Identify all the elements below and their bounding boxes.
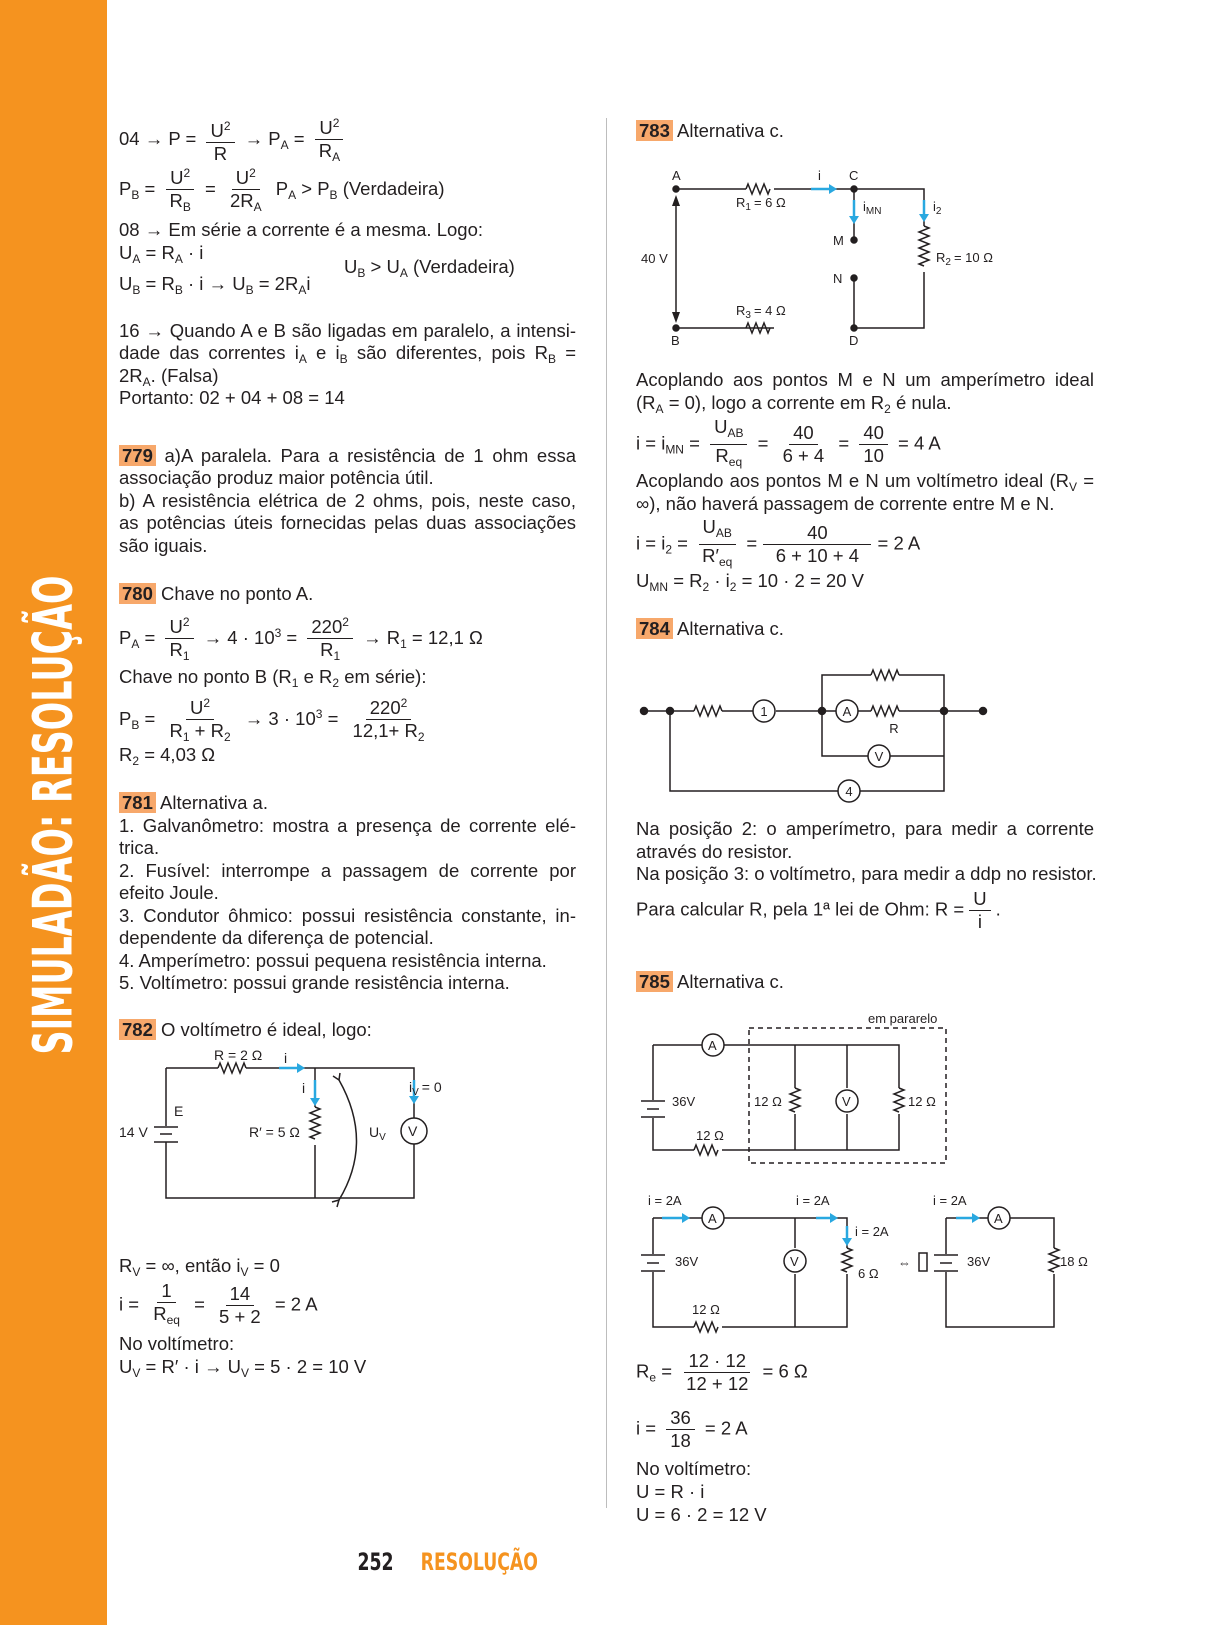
c785b-battery2	[934, 1255, 958, 1271]
c782-label-i-top: i	[284, 1050, 288, 1066]
c783-label-c: C	[849, 168, 859, 183]
circuit-782	[119, 1047, 479, 1260]
q780-number: 780	[119, 583, 156, 604]
q783-p1b: $(R_A = 0)$, logo a corrente em $R_2$ é nula.	[636, 392, 952, 416]
c785a-label-paralelo: em pararelo	[868, 1011, 938, 1026]
circuit-784	[636, 665, 996, 805]
c783-label-r1: $R_1 = 6$ Ω	[736, 195, 786, 213]
c783-label-i2: $i_2$	[933, 199, 942, 217]
q782-eq-i: i = $\frac{1}{R_{eq}}$ = $\frac{14}{5 + 2}$ = 2 A	[119, 1280, 318, 1327]
text-08: 08 → Em série a corrente é a mesma. Logo:	[119, 219, 484, 240]
q784-number: 784	[636, 618, 673, 639]
text-16-c: $2R_A$. (Falsa)	[119, 365, 219, 389]
q783-title: 783 Alternativa c.	[636, 119, 784, 142]
c784-label-4: 4	[845, 784, 853, 799]
q785-u2: U = 6 · 2 = 12 V	[636, 1504, 767, 1525]
text-16-a: 16 → Quando A e B são ligadas em paralelo, a intensi-	[119, 320, 576, 341]
c785a-resistor-left	[790, 1088, 800, 1112]
c782-label-i-mid: i	[302, 1080, 306, 1096]
c784-label-r: R	[889, 721, 899, 736]
c785a-label-36v: 36V	[672, 1094, 696, 1109]
c785a-label-a: A	[708, 1038, 717, 1053]
q783-number: 783	[636, 120, 673, 141]
q785-re: $R_e$ = $\frac{12 \cdot 12}{12 + 12}$ = 6 Ω	[636, 1350, 808, 1394]
q782-novolt: No voltímetro:	[119, 1333, 235, 1354]
c783-label-r3: $R_3 = 4$ Ω	[736, 303, 786, 321]
q785-u1: U = R · i	[636, 1481, 705, 1502]
circuit-785a	[636, 1010, 966, 1170]
q781-number: 781	[119, 792, 156, 813]
c782-battery	[154, 1127, 178, 1142]
c785b-wires2	[946, 1218, 1054, 1327]
c785b-label-i4: i = 2A	[933, 1193, 967, 1208]
c783-label-n: N	[833, 271, 843, 286]
c785a-resistor-right	[894, 1088, 904, 1112]
footer-label: RESOLUÇÃO	[420, 1548, 538, 1576]
c784-label-v: V	[874, 749, 884, 764]
q785-novolt: No voltímetro:	[636, 1458, 752, 1479]
q783-eq1: $i = i_{MN}$ = $\frac{U_{AB}}{R_{eq}}$ = $\frac{40}{6 + 4}$ = $\frac{40}{10}$ = 4 A	[636, 416, 941, 469]
q780-eq1: $P_A$ = $\frac{U^2}{R_1}$ → $4 \cdot 10^3$ = $\frac{220^2}{R_1}$ → $R_1 = 12,1$ Ω	[119, 611, 483, 667]
c785b-resistor-6	[842, 1248, 852, 1272]
q781-4: 4. Amperímetro: possui pequena resistência interna.	[119, 950, 547, 971]
c783-label-40v: 40 V	[641, 251, 668, 266]
c782-label-iv: $i_V = 0$	[409, 1079, 442, 1098]
c783-label-r2: $R_2 = 10$ Ω	[936, 250, 993, 268]
c782-label-r: R = 2 Ω	[214, 1047, 263, 1063]
c785a-label-v: V	[842, 1094, 851, 1109]
c785b-label-18: 18 Ω	[1060, 1254, 1088, 1269]
c785b-resistor-18	[1049, 1248, 1059, 1272]
q784-p3: Para calcular R, pela 1ª lei de Ohm: R = $\frac{U}{i}$ .	[636, 888, 1001, 932]
q780-title: 780 Chave no ponto A.	[119, 582, 313, 605]
c785b-label-i3: i = 2A	[855, 1224, 889, 1239]
page-number: 252	[357, 1548, 394, 1576]
c784-label-a: A	[842, 704, 852, 719]
c785a-label-12c: 12 Ω	[696, 1128, 724, 1143]
c784-resistor-top	[871, 670, 899, 680]
eq-08-compare: $U_B > U_A$ (Verdadeira)	[344, 256, 515, 280]
c783-resistor-r2	[919, 226, 929, 266]
c784-label-1: 1	[760, 704, 768, 719]
q785-number: 785	[636, 971, 673, 992]
circuit-783	[636, 168, 996, 348]
q781-2b: efeito Joule.	[119, 882, 219, 903]
q779-line5: são iguais.	[119, 535, 208, 556]
c785b-resistor-12	[694, 1322, 718, 1332]
q779-line1: 779 a)A paralela. Para a resistência de 1 ohm essa	[119, 444, 576, 467]
c782-label-rp: R′ = 5 Ω	[249, 1124, 300, 1140]
c783-label-imn: $i_{MN}$	[863, 199, 882, 217]
q783-p1a: Acoplando aos pontos M e N um amperímetro ideal	[636, 369, 1094, 390]
q779-line4: as potências úteis fornecidas pelas duas associações	[119, 512, 576, 533]
c785b-equiv-box	[919, 1253, 927, 1271]
c784-resistor-1	[694, 706, 722, 716]
eq-04-line1: 04 → P = $\frac{U^2}{R}$ → $P_A$ = $\frac{U^2}{R_A}$	[119, 112, 349, 168]
eq-08-ub: $U_B = R_B \cdot i \to U_B = 2R_Ai$	[119, 273, 311, 297]
c785a-resistor-bottom	[694, 1145, 718, 1155]
sidebar	[0, 0, 107, 1625]
q781-1a: 1. Galvanômetro: mostra a presença de corrente elé-	[119, 815, 576, 836]
q782-title: 782 O voltímetro é ideal, logo:	[119, 1018, 372, 1041]
q780-eq2: $P_B$ = $\frac{U^2}{R_1 + R_2}$ → $3 \cdot 10^3$ = $\frac{220^2}{12,1+ R_2}$	[119, 692, 434, 748]
circuit-785b	[636, 1190, 1096, 1340]
c783-label-i: i	[818, 168, 821, 183]
q785-title: 785 Alternativa c.	[636, 970, 784, 993]
q784-title: 784 Alternativa c.	[636, 617, 784, 640]
c785b-label-36v-1: 36V	[675, 1254, 699, 1269]
c782-label-v: V	[408, 1123, 418, 1139]
text-16-d: Portanto: 02 + 04 + 08 = 14	[119, 387, 345, 408]
text-16-b: dade das correntes $i_A$ e $i_B$ são diferentes, pois $R_B$ =	[119, 342, 576, 366]
q782-uv: $U_V = R' \cdot i \to U_V = 5 \cdot 2 = 10$ V	[119, 1356, 367, 1380]
c785a-label-12b: 12 Ω	[908, 1094, 936, 1109]
c785b-label-a2: A	[994, 1211, 1003, 1226]
q782-number: 782	[119, 1019, 156, 1040]
c782-label-e: E	[174, 1103, 184, 1119]
q783-p2b: ∞), não haverá passagem de corrente entre M e N.	[636, 493, 1055, 514]
q781-2a: 2. Fusível: interrompe a passagem de corrente por	[119, 860, 576, 881]
q782-rv: $R_V$ = ∞, então $i_V = 0$	[119, 1255, 280, 1279]
c785b-wires	[653, 1218, 847, 1327]
c785b-battery1	[641, 1255, 665, 1271]
c782-label-uv: $U_V$	[369, 1124, 386, 1143]
c783-label-b: B	[671, 333, 680, 348]
q779-line3: b) A resistência elétrica de 2 ohms, pois, neste caso,	[119, 490, 576, 511]
c785b-label-36v-2: 36V	[967, 1254, 991, 1269]
c782-resistor-r	[218, 1063, 246, 1073]
c782-resistor-rp	[310, 1107, 320, 1139]
page-footer	[353, 1548, 552, 1576]
c785b-label-12: 12 Ω	[692, 1302, 720, 1317]
c785b-label-arrow: ⇔	[898, 1255, 911, 1270]
q779-number: 779	[119, 445, 156, 466]
c782-uv-arc	[339, 1080, 357, 1200]
eq-04-line2: $P_B$ = $\frac{U^2}{R_B}$ = $\frac{U^2}{2R_A}$ $P_A > P_B$ (Verdadeira)	[119, 162, 445, 218]
q785-i: i = $\frac{36}{18}$ = 2 A	[636, 1407, 748, 1451]
c784-wires	[644, 675, 983, 791]
c784-resistor-r	[871, 706, 899, 716]
q784-p1b: através do resistor.	[636, 841, 793, 862]
c783-label-m: M	[833, 233, 844, 248]
q780-r2: $R_2 = 4,03$ Ω	[119, 744, 216, 768]
c783-wires	[676, 189, 924, 328]
q784-p1a: Na posição 2: o amperímetro, para medir a corrente	[636, 818, 1094, 839]
q781-3b: dependente da diferença de potencial.	[119, 927, 434, 948]
c785b-label-i1: i = 2A	[648, 1193, 682, 1208]
q781-1b: trica.	[119, 837, 160, 858]
c783-label-a: A	[672, 168, 681, 183]
c783-resistor-r1	[746, 184, 770, 194]
c783-resistor-r3	[746, 323, 770, 333]
c785b-label-a1: A	[708, 1211, 717, 1226]
q781-5: 5. Voltímetro: possui grande resistência interna.	[119, 972, 510, 993]
c782-label-14v: 14 V	[119, 1124, 148, 1140]
c783-label-d: D	[849, 333, 859, 348]
q783-umn: $U_{MN} = R_2 \cdot i_2 = 10 \cdot 2 = 20$ V	[636, 570, 864, 594]
q779-line2: associação produz maior potência útil.	[119, 467, 434, 488]
q783-eq2: $i = i_2$ = $\frac{U_{AB}}{R'_{eq}}$ = $\frac{40}{6 + 10 + 4}$ = 2 A	[636, 516, 921, 569]
q784-p2: Na posição 3: o voltímetro, para medir a ddp no resistor.	[636, 863, 1097, 884]
column-divider	[606, 118, 607, 1508]
c785a-label-12a: 12 Ω	[754, 1094, 782, 1109]
q783-p2a: Acoplando aos pontos M e N um voltímetro ideal ($R_V$ =	[636, 470, 1095, 494]
sidebar-title: SIMULADÃO: RESOLUÇÃO	[21, 575, 85, 1055]
q780-chave-b: Chave no ponto B ($R_1$ e $R_2$ em série):	[119, 666, 427, 690]
c785b-label-6: 6 Ω	[858, 1266, 879, 1281]
eq-08-ua: $U_A = R_A \cdot i$	[119, 242, 204, 266]
c785b-label-v: V	[790, 1254, 799, 1269]
q781-title: 781 Alternativa a.	[119, 791, 268, 814]
q781-3a: 3. Condutor ôhmico: possui resistência constante, in-	[119, 905, 576, 926]
c785b-label-i2: i = 2A	[796, 1193, 830, 1208]
c785a-battery	[641, 1101, 665, 1117]
